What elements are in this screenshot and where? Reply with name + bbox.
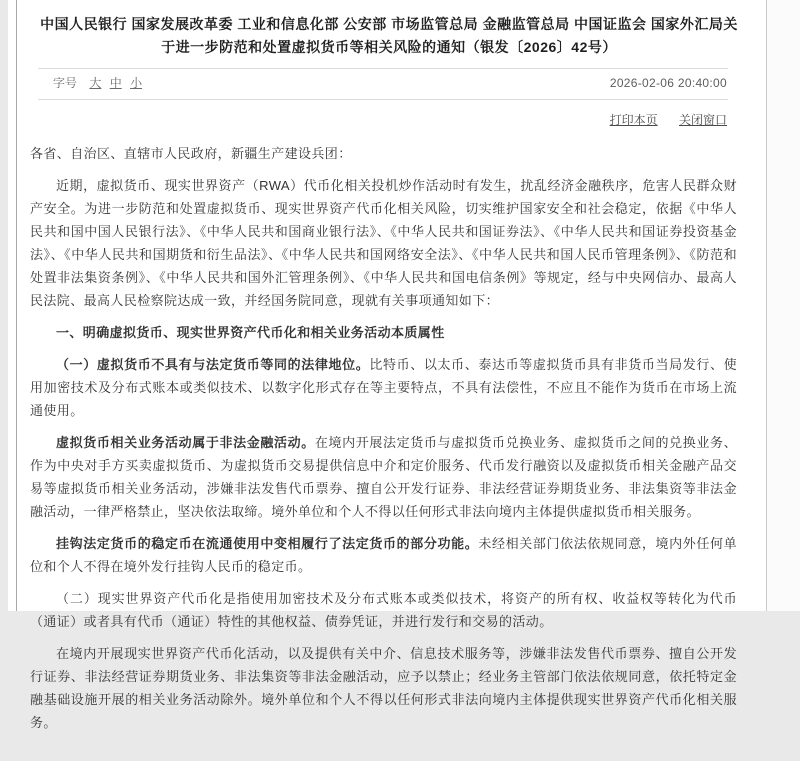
item2-paragraph: （二）现实世界资产代币化是指使用加密技术及分布式账本或类似技术，将资产的所有权、收益权等转化为代币（通证）或者具有代币（通证）特性的其他权益、债券凭证，并进行发行和交易的活动。: [30, 591, 737, 629]
font-size-label: 字号: [53, 76, 78, 90]
panel-left-border: [16, 0, 17, 611]
item1-rest: 比特币、以太币、泰达币等虚拟货币具有非货币当局发行、使用加密技术及分布式账本或类似技术、以数字化形式存在等主要特点，不具有法偿性，不应且不能作为货币在市场上流通使用。: [30, 357, 737, 418]
stablecoin-paragraph: [30, 532, 737, 578]
publish-datetime: 2026-02-06 20:40:00: [609, 75, 727, 90]
illegal-activity-lead: 虚拟货币相关业务活动属于非法金融活动。: [56, 435, 315, 450]
page-title: 中国人民银行 国家发展改革委 工业和信息化部 公安部 市场监管总局 金融监管总局 中国证监会 国家外汇局关于进一步防范和处置虚拟货币等相关风险的通知（银发〔2026〕42号）: [40, 16, 738, 55]
illegal-activity-paragraph: [30, 431, 737, 523]
illegal-activity-rest: 在境内开展法定货币与虚拟货币兑换业务、虚拟货币之间的兑换业务、作为中央对手方买卖虚拟货币、为虚拟货币交易提供信息中介和定价服务、代币发行融资以及虚拟货币相关金融产品交易等虚拟货币相关业务活动，涉嫌非法发售代币票券、擅自公开发行证券、非法经营证券期货业务、非法集资等非法金融活动，一律严格禁止，坚决依法取缔。境外单位和个人不得以任何形式非法向境内主体提供虚拟货币相关服务。: [30, 435, 737, 519]
print-page-link[interactable]: 打印本页: [609, 113, 658, 127]
stablecoin-lead: 挂钩法定货币的稳定币在流通使用中变相履行了法定货币的部分功能。: [56, 536, 479, 551]
document-panel: [8, 0, 766, 730]
right-margin-strip: [767, 0, 800, 611]
section1-heading: 一、明确虚拟货币、现实世界资产代币化和相关业务活动本质属性: [56, 325, 445, 340]
item1-paragraph: [30, 353, 737, 422]
rwa-paragraph: 在境内开展现实世界资产代币化活动，以及提供有关中介、信息技术服务等，涉嫌非法发售代币票券、擅自公开发行证券、非法经营证券期货业务、非法集资等非法金融活动，应予以禁止；经业务主管部门依法依规同意，依托特定金融基础设施开展的相关业务活动除外。境外单位和个人不得以任何形式非法向境内主体提供现实世界资产代币化相关服务。: [30, 646, 737, 730]
meta-bar: [8, 69, 766, 96]
document-body: [8, 131, 766, 761]
stablecoin-rest: 未经相关部门依法依规同意，境内外任何单位和个人不得在境外发行挂钩人民币的稳定币。: [30, 536, 737, 574]
salutation: 各省、自治区、直辖市人民政府，新疆生产建设兵团：: [30, 146, 352, 161]
intro-paragraph: 近期，虚拟货币、现实世界资产（RWA）代币化相关投机炒作活动时有发生，扰乱经济金融秩序，危害人民群众财产安全。为进一步防范和处置虚拟货币、现实世界资产代币化相关风险，切实维护国家安全和社会稳定，依据《中华人民共和国中国人民银行法》、《中华人民共和国商业银行法》、《中华人民共和国证券法》、《中华人民共和国证券投资基金法》、《中华人民共和国期货和衍生品法》、《中华人民共和国网络安全法》、《中华人民共和国人民币管理条例》、《防范和处置非法集资条例》、《中华人民共和国外汇管理条例》、《中华人民共和国电信条例》等规定，经与中央网信办、最高人民法院、最高人民检察院达成一致，并经国务院同意，现就有关事项通知如下：: [30, 178, 737, 308]
close-window-link[interactable]: 关闭窗口: [678, 113, 727, 127]
font-size-small-link[interactable]: 小: [130, 76, 143, 90]
font-size-medium-link[interactable]: 中: [109, 76, 122, 90]
action-links: [8, 100, 766, 131]
font-size-switcher: [53, 74, 142, 91]
item1-lead: （一）虚拟货币不具有与法定货币等同的法律地位。: [56, 357, 370, 372]
font-size-large-link[interactable]: 大: [89, 76, 102, 90]
